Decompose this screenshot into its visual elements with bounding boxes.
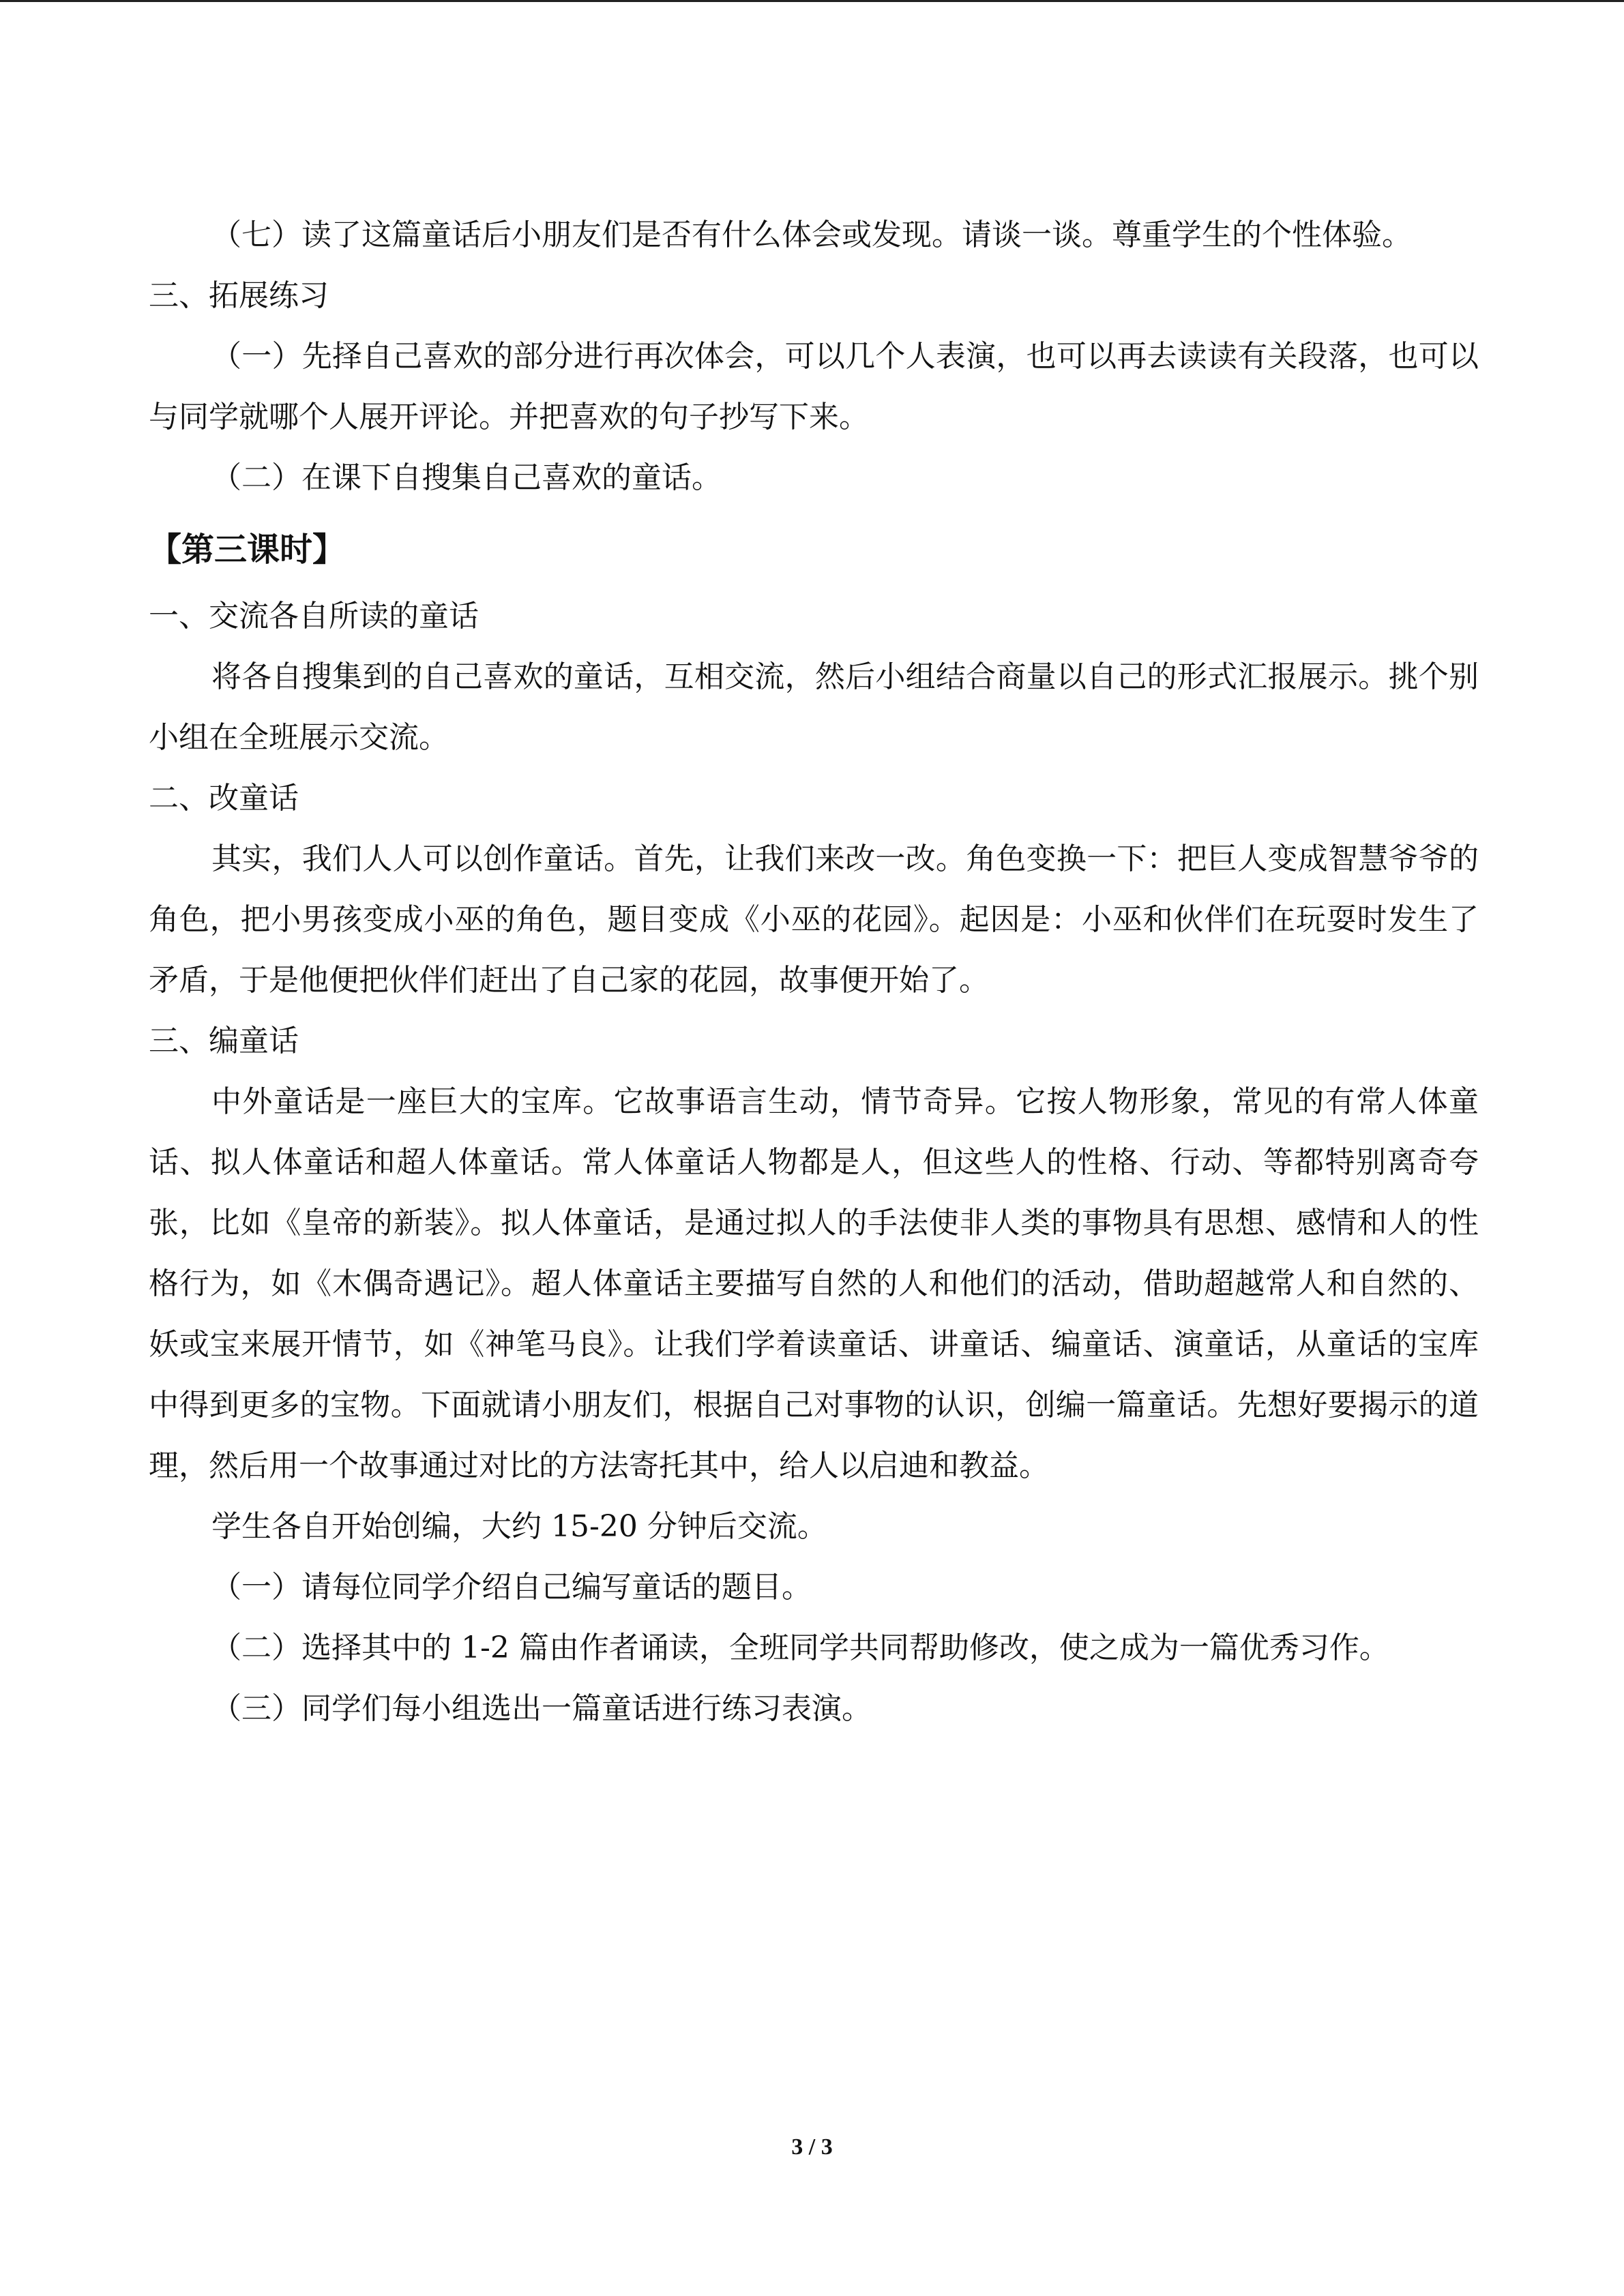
paragraph-reflection: （七）读了这篇童话后小朋友们是否有什么体会或发现。请谈一谈。尊重学生的个性体验。 bbox=[211, 218, 1412, 252]
paragraph-step-3: （三）同学们每小组选出一篇童话进行练习表演。 bbox=[211, 1691, 872, 1726]
document-body bbox=[149, 205, 1479, 1739]
section-heading-compose: 三、编童话 bbox=[149, 1024, 299, 1058]
paragraph-extension-2: （二）在课下自搜集自己喜欢的童话。 bbox=[211, 460, 722, 495]
paragraph-students-create: 学生各自开始创编，大约 15-20 分钟后交流。 bbox=[211, 1509, 827, 1544]
section-heading-exchange: 一、交流各自所读的童话 bbox=[149, 599, 479, 633]
paragraph-compose: 中外童话是一座巨大的宝库。它故事语言生动，情节奇异。它按人物形象，常见的有常人体童话、拟人体童话和超人体童话。常人体童话人物都是人，但这些人的性格、行动、等都特别离奇夸张，比如《皇帝的新装》。拟人体童话，是通过拟人的手法使非人类的事物具有思想、感情和人的性格行为，如《木偶奇遇记》。超人体童话主要描写自然的人和他们的活动，借助超越常人和自然的、妖或宝来展开情节，如《神笔马良》。让我们学着读童话、讲童话、编童话、演童话，从童话的宝库中得到更多的宝物。下面就请小朋友们，根据自己对事物的认识，创编一篇童话。先想好要揭示的道理，然后用一个故事通过对比的方法寄托其中，给人以启迪和教益。 bbox=[149, 1084, 1479, 1483]
paragraph-rewrite: 其实，我们人人可以创作童话。首先，让我们来改一改。角色变换一下：把巨人变成智慧爷爷的角色，把小男孩变成小巫的角色，题目变成《小巫的花园》。起因是：小巫和伙伴们在玩耍时发生了矛盾，于是他便把伙伴们赶出了自己家的花园，故事便开始了。 bbox=[149, 841, 1479, 998]
section-heading-rewrite: 二、改童话 bbox=[149, 781, 299, 816]
top-border-line bbox=[0, 0, 1624, 2]
paragraph-step-1: （一）请每位同学介绍自己编写童话的题目。 bbox=[211, 1570, 812, 1605]
paragraph-extension-1: （一）先择自己喜欢的部分进行再次体会，可以几个人表演，也可以再去读读有关段落，也可以与同学就哪个人展开评论。并把喜欢的句子抄写下来。 bbox=[149, 339, 1479, 434]
paragraph-exchange: 将各自搜集到的自己喜欢的童话，互相交流，然后小组结合商量以自己的形式汇报展示。挑个别小组在全班展示交流。 bbox=[149, 659, 1479, 755]
paragraph-step-2: （二）选择其中的 1-2 篇由作者诵读，全班同学共同帮助修改，使之成为一篇优秀习作。 bbox=[211, 1630, 1389, 1665]
lesson-heading-third-period: 【第三课时】 bbox=[149, 531, 346, 569]
section-heading-extension-practice: 三、拓展练习 bbox=[149, 278, 329, 313]
page-number: 3 / 3 bbox=[791, 2134, 833, 2160]
